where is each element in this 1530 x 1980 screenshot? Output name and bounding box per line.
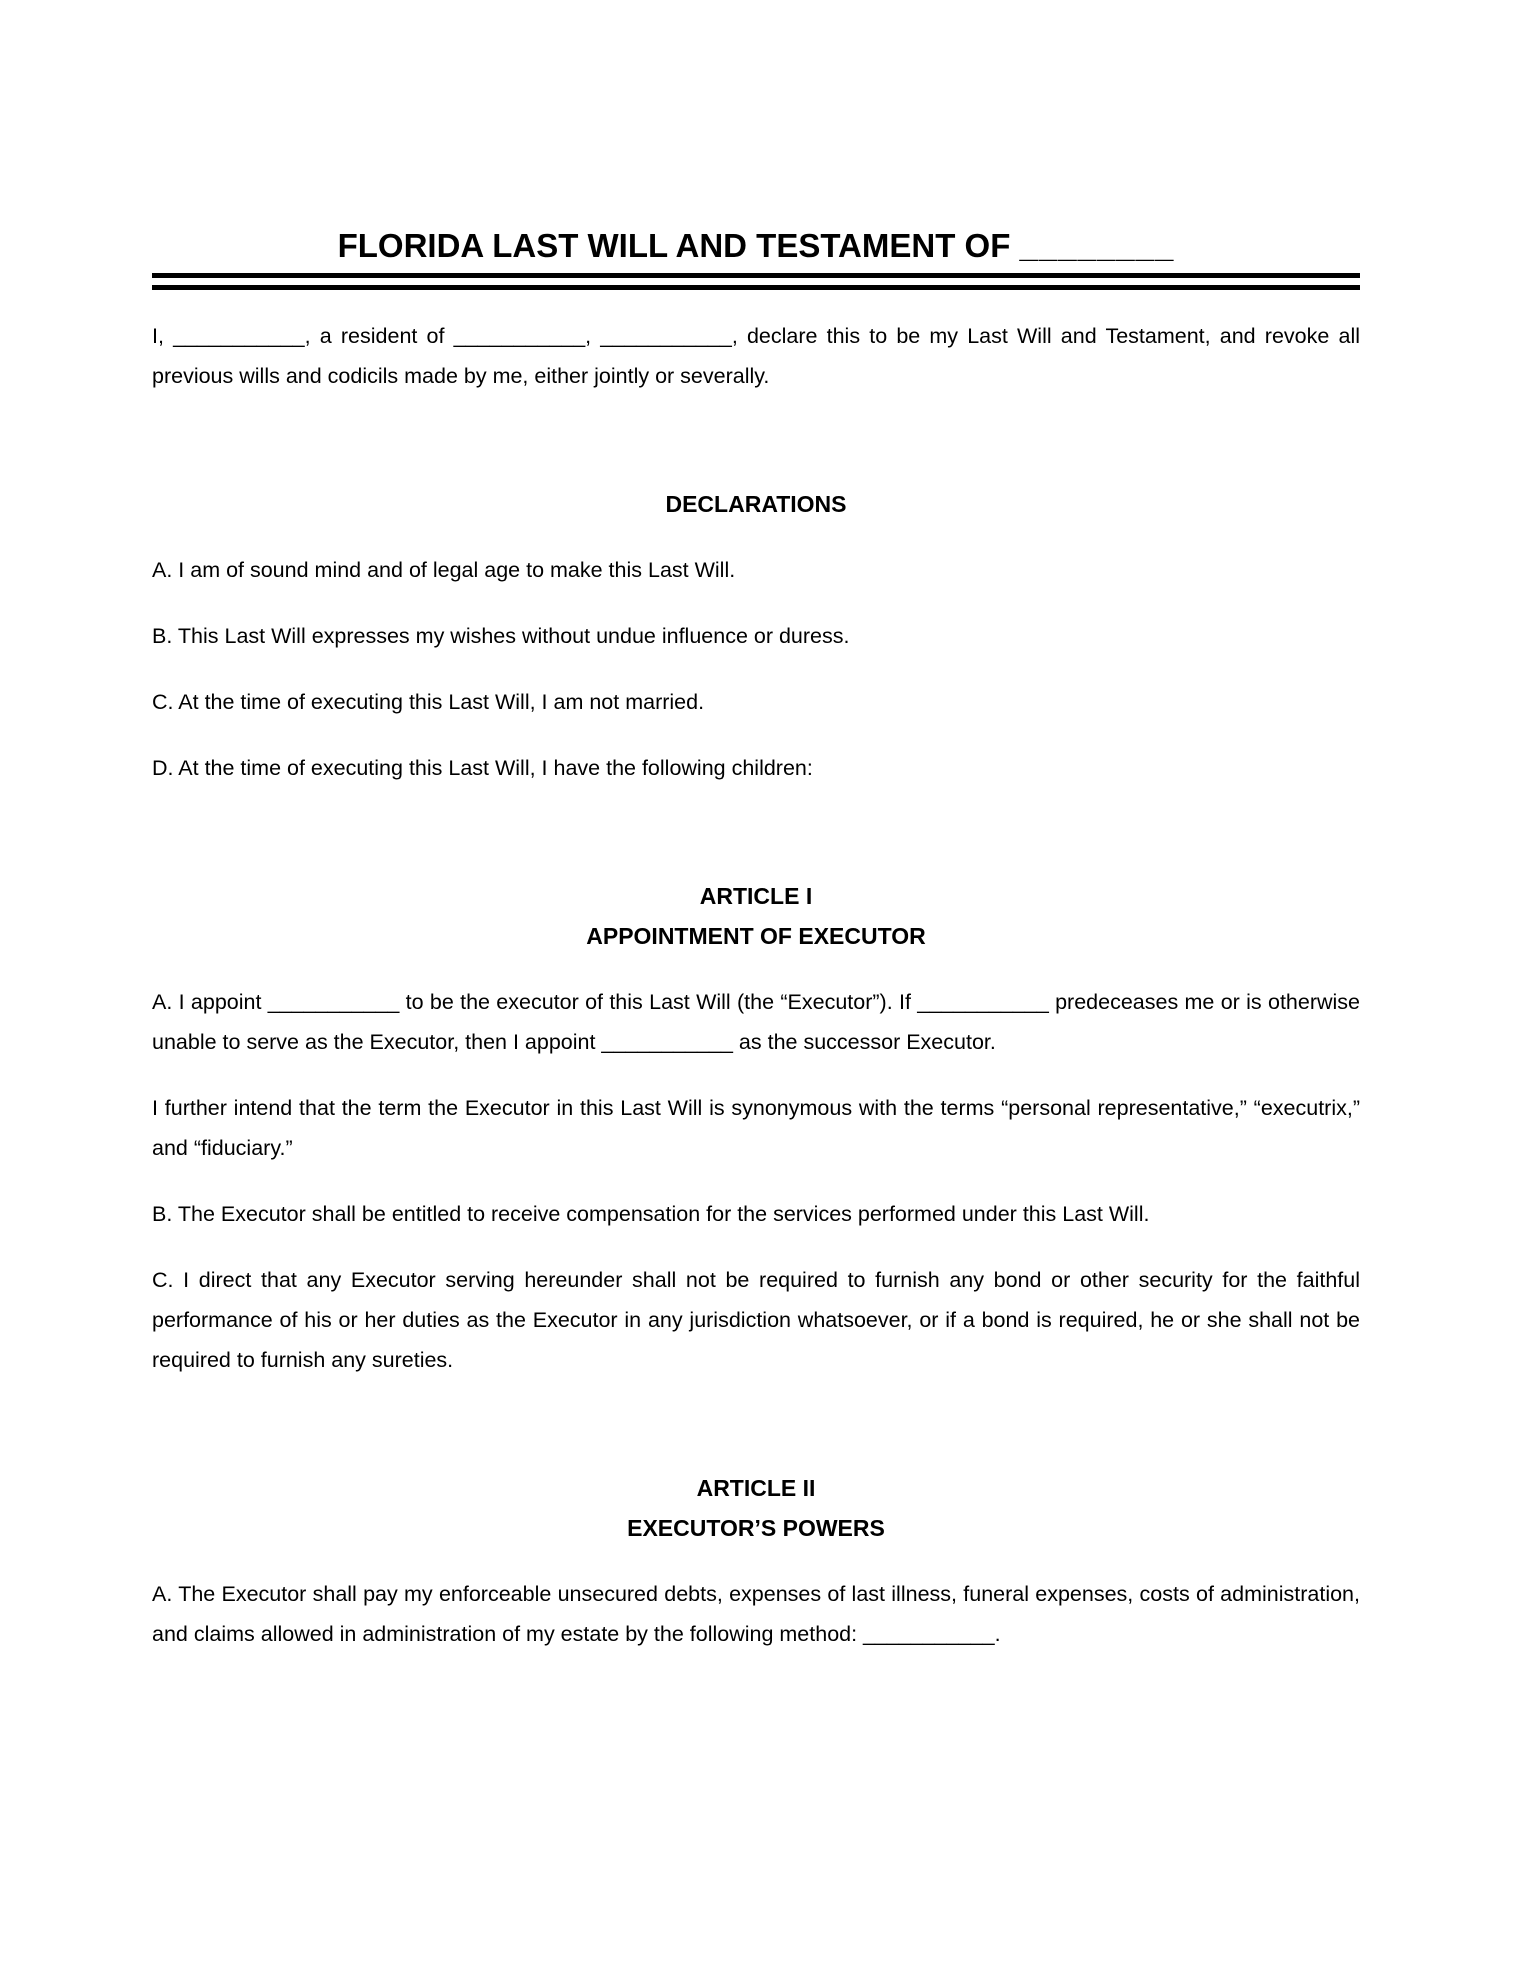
declaration-item-c: C. At the time of executing this Last Will, I am not married. [152, 690, 705, 714]
document-title-text: FLORIDA LAST WILL AND TESTAMENT OF [337, 227, 1011, 264]
declaration-item-a: A. I am of sound mind and of legal age to make this Last Will. [152, 558, 736, 582]
article1-heading-title: APPOINTMENT OF EXECUTOR [586, 923, 926, 949]
article2-paragraph-a: A. The Executor shall pay my enforceable unsecured debts, expenses of last illness, funeral expenses, costs of administration, and claims allowed in administration of my estate by the following method: ___________. [152, 1582, 1360, 1646]
article1-heading [152, 876, 1360, 956]
title-divider-rule [152, 273, 1360, 290]
declaration-item-b: B. This Last Will expresses my wishes without undue influence or duress. [152, 624, 850, 648]
title-blank-line: ________ [1019, 227, 1175, 264]
document-title [152, 226, 1360, 266]
article2-heading [152, 1468, 1360, 1548]
article1-paragraph-c: C. I direct that any Executor serving hereunder shall not be required to furnish any bond or other security for the faithful performance of his or her duties as the Executor in any jurisdiction whatsoever, or if a bond is required, he or she shall not be required to furnish any sureties. [152, 1268, 1360, 1372]
declarations-heading: DECLARATIONS [665, 491, 847, 517]
article1-paragraph-b: B. The Executor shall be entitled to receive compensation for the services performed under this Last Will. [152, 1202, 1150, 1226]
article2-heading-title: EXECUTOR’S POWERS [627, 1515, 885, 1541]
article1-heading-number: ARTICLE I [699, 883, 813, 909]
article1-paragraph-a: A. I appoint ___________ to be the executor of this Last Will (the “Executor”). If ___________ predeceases me or is otherwise unable to serve as the Executor, then I appoint ___________ as the successor Executor. [152, 990, 1360, 1054]
document-title-block [152, 226, 1360, 290]
article2-heading-number: ARTICLE II [696, 1475, 816, 1501]
intro-paragraph: I, ___________, a resident of ___________, ___________, declare this to be my Last Will and Testament, and revoke all previous wills and codicils made by me, either jointly or severally. [152, 324, 1360, 388]
declaration-item-d: D. At the time of executing this Last Will, I have the following children: [152, 756, 813, 780]
article1-paragraph-intent: I further intend that the term the Executor in this Last Will is synonymous with the terms “personal representative,” “executrix,” and “fiduciary.” [152, 1096, 1360, 1160]
